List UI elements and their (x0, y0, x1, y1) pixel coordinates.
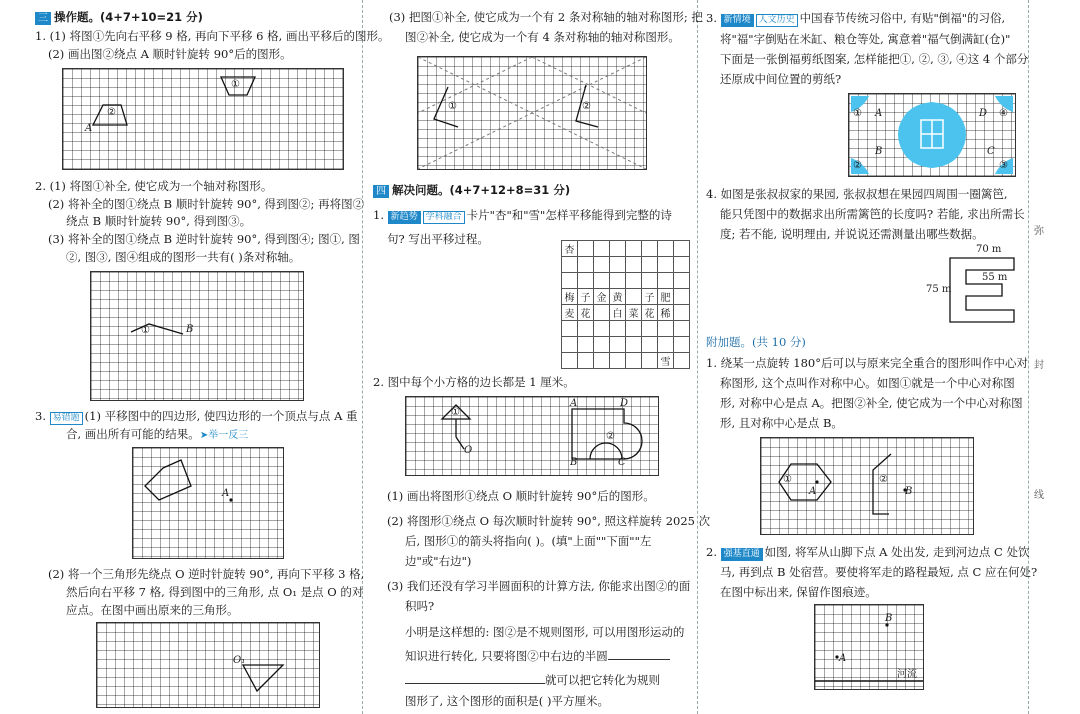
question-text: 2. 图中每个小方格的边长都是 1 厘米。 (373, 375, 575, 389)
column-divider (362, 0, 363, 714)
question-number: 1. (373, 208, 384, 222)
grid-cell (578, 241, 594, 257)
poem-grid (561, 240, 690, 369)
question-text: 应点。在图中画出原来的三角形。 (66, 603, 239, 617)
grid-cell: 雪 (658, 353, 674, 369)
question-text (706, 10, 1005, 27)
question-text: (3) 我们还没有学习半圆面积的计算方法, 你能求出图②的面 (387, 579, 691, 593)
question-text: 1. 绕某一点旋转 180°后可以与原来完全重合的图形叫作中心对 (706, 356, 1028, 370)
figure-drawing (97, 623, 319, 707)
tag-badge: 易错题 (50, 412, 83, 425)
table-row (562, 321, 690, 337)
question-text: 下面是一张倒福剪纸图案, 怎样能把①, ②, ③, ④这 4 个部分 (720, 52, 1029, 66)
question-text: 句? 写出平移过程。 (387, 232, 489, 246)
tag-badge: 学科融合 (423, 211, 465, 224)
question-number: 3. (706, 11, 717, 25)
binding-char: 封 (1034, 360, 1044, 371)
section-header (373, 182, 570, 198)
figure-drawing (91, 272, 303, 400)
question-text: 图形了, 这个图形的面积是( )平方厘米。 (405, 694, 609, 708)
extra-section-title: 附加题。(共 10 分) (706, 335, 806, 349)
question-text: 合, 画出所有可能的结果。 (66, 427, 200, 441)
grid-cell (626, 289, 642, 305)
river-label: 河流 (897, 669, 917, 680)
question-text: 中国春节传统习俗中, 有贴"倒福"的习俗, (799, 11, 1006, 25)
question-text: 形, 对称中心是点 A。把图②补全, 使它成为一个中心对称图 (720, 396, 1023, 410)
question-text: (2) 画出图②绕点 A 顺时针旋转 90°后的图形。 (48, 47, 292, 61)
label-point-a: A (809, 486, 817, 497)
section-title: 解决问题。(4+7+12+8=31 分) (392, 183, 571, 197)
grid-cell (658, 241, 674, 257)
question-text (66, 426, 248, 444)
label-point-o: O (464, 445, 473, 456)
answer-blank[interactable] (608, 659, 670, 660)
grid-cell: 杏 (562, 241, 578, 257)
question-text: 形, 且对称中心是点 B。 (720, 416, 843, 430)
question-text (405, 672, 660, 688)
binding-line (1028, 0, 1029, 714)
grid-cell (594, 241, 610, 257)
grid-cell (674, 241, 690, 257)
grid-cell: 菜 (626, 305, 642, 321)
question-text: 度; 若不能, 说明理由, 并说说还需测量出哪些数据。 (720, 227, 984, 241)
question-text: 在图中标出来, 保留作图痕迹。 (720, 585, 877, 599)
question-text: 绕点 B 顺时针旋转 90°, 得到图③。 (66, 214, 252, 228)
question-text: 2. (1) 将图①补全, 使它成为一个轴对称图形。 (35, 179, 273, 193)
column-2 (365, 0, 711, 714)
label-point-a: A (875, 108, 883, 119)
table-row (562, 257, 690, 273)
column-1 (0, 0, 390, 714)
question-text (373, 207, 672, 224)
label-part-1: ① (853, 108, 862, 119)
tag-badge: 人文历史 (756, 14, 798, 27)
grid-cell (594, 305, 610, 321)
question-text: (2) 将图形①绕点 O 每次顺时针旋转 90°, 照这样旋转 2025 次 (387, 514, 711, 528)
grid-extra-2 (814, 604, 924, 690)
dimension-label: 70 m (976, 244, 1002, 255)
question-number: 2. (706, 545, 717, 559)
figure-drawing (133, 448, 283, 558)
grid-cell: 子 (578, 289, 594, 305)
grid-cell: 梅 (562, 289, 578, 305)
label-part-3: ③ (999, 160, 1008, 171)
figure-drawing (63, 69, 343, 169)
question-text: 能只凭图中的数据求出所需篱笆的长度吗? 若能, 求出所需长 (720, 207, 1025, 221)
question-text: 知识进行转化, 只要将图②中右边的半圆 (405, 649, 608, 663)
label-point-b: B (905, 486, 913, 497)
paper-cut-figure (849, 94, 1015, 176)
label-point-b: B (875, 146, 883, 157)
label-point-a: A (839, 653, 847, 664)
label-figure-1: ① (231, 79, 240, 90)
question-text: 4. 如图是张叔叔家的果园, 张叔叔想在果园四周围一圈篱笆, (706, 187, 1008, 201)
table-row (562, 289, 690, 305)
grid-cell (626, 241, 642, 257)
column-3 (700, 0, 1038, 714)
grid-cell (610, 241, 626, 257)
grid-cell: 子 (642, 289, 658, 305)
table-row (562, 337, 690, 353)
label-figure-2: ② (107, 107, 116, 118)
question-text: 还原成中间位置的剪纸? (720, 72, 842, 86)
question-text: (3) 把图①补全, 使它成为一个有 2 条对称轴的轴对称图形; 把 (389, 10, 703, 24)
section-number: 三 (35, 12, 51, 25)
label-point-b: B (186, 324, 194, 335)
question-text: 马, 再到点 B 处宿营。要使将军走的路程最短, 点 C 应在何处? (720, 565, 1038, 579)
section-title: 操作题。(4+7+10=21 分) (54, 10, 203, 24)
question-text: (2) 将补全的图①绕点 B 顺时针旋转 90°, 得到图②; 再将图② (48, 197, 365, 211)
dimension-label: 75 m (926, 284, 952, 295)
label-figure-1: ① (783, 474, 792, 485)
grid-paper-cut (848, 93, 1016, 177)
grid-cell (674, 305, 690, 321)
question-text: 如图, 将军从山脚下点 A 处出发, 走到河边点 C 处饮 (764, 545, 1030, 559)
grid-cell: 金 (594, 289, 610, 305)
binding-char: 弥 (1034, 226, 1044, 237)
label-point-c: C (987, 146, 995, 157)
question-text: 图②补全, 使它成为一个有 4 条对称轴的轴对称图形。 (405, 30, 680, 44)
label-point-c: C (618, 457, 626, 468)
figure-drawing (418, 57, 646, 169)
question-text: (3) 将补全的图①绕点 B 逆时针旋转 90°, 得到图④; 图①, 图 (48, 232, 360, 246)
table-row (562, 353, 690, 369)
label-point-d: D (620, 398, 629, 409)
label-point-b: B (570, 457, 578, 468)
label-part-4: ④ (999, 108, 1008, 119)
table-row (562, 273, 690, 289)
grid-p2 (405, 396, 659, 476)
question-text: 1. (1) 将图①先向右平移 9 格, 再向下平移 6 格, 画出平移后的图形。 (35, 29, 390, 43)
question-text: 就可以把它转化为规则 (545, 673, 660, 687)
grid-q3b (96, 622, 320, 708)
table-row (562, 305, 690, 321)
question-text: (1) 平移图中的四边形, 使四边形的一个顶点与点 A 重 (84, 409, 358, 423)
label-point-a: A (85, 123, 93, 134)
question-text: 小明是这样想的: 图②是不规则图形, 可以用图形运动的 (405, 625, 685, 639)
binding-char: 线 (1034, 490, 1044, 501)
question-text: (2) 将一个三角形先绕点 O 逆时针旋转 90°, 再向下平移 3 格, (48, 567, 365, 581)
label-point-d: D (979, 108, 988, 119)
question-text: 后, 图形①的箭头将指向( )。(填"上面""下面""左 (405, 534, 652, 548)
grid-cell (642, 241, 658, 257)
label-point-a: A (570, 398, 578, 409)
grid-cell: 黄 (610, 289, 626, 305)
grid-q2 (90, 271, 304, 401)
label-figure-2: ② (582, 101, 591, 112)
label-figure-1: ① (141, 325, 150, 336)
question-text: (1) 画出将图形①绕点 O 顺时针旋转 90°后的图形。 (387, 489, 655, 503)
tag-badge: 强基直通 (721, 548, 763, 561)
label-part-2: ② (853, 160, 862, 171)
question-text: 积吗? (405, 599, 435, 613)
label-figure-2: ② (879, 474, 888, 485)
question-text: 将"福"字倒贴在米缸、粮仓等处, 寓意着"福气倒满缸(仓)" (720, 32, 1011, 46)
tag-badge: 新情境 (721, 14, 754, 27)
question-text (35, 408, 358, 425)
question-text: 卡片"杏"和"雪"怎样平移能得到完整的诗 (466, 208, 672, 222)
label-figure-1: ① (448, 101, 457, 112)
grid-q3a (132, 447, 284, 559)
grid-q3c (417, 56, 647, 170)
grid-cell: 白 (610, 305, 626, 321)
question-text (405, 648, 670, 664)
table-row (562, 241, 690, 257)
orchard-shape (948, 256, 1018, 326)
label-figure-1: ① (451, 407, 460, 418)
label-point-b: B (885, 613, 893, 624)
question-text: 称图形, 这个点叫作对称中心。如图①就是一个中心对称图 (720, 376, 1015, 390)
question-text: 边"或"右边") (405, 554, 472, 568)
label-figure-2: ② (606, 431, 615, 442)
question-text: ②, 图③, 图④组成的图形一共有( )条对称轴。 (66, 250, 301, 264)
question-text (706, 544, 1030, 561)
grid-cell: 稀 (658, 305, 674, 321)
tag-badge: 新趋势 (388, 211, 421, 224)
grid-cell: 麦 (562, 305, 578, 321)
label-point-o1: O₁ (233, 655, 246, 666)
column-divider (697, 0, 698, 714)
link-related[interactable]: ➤举一反三 (199, 430, 249, 441)
section-number: 四 (373, 185, 389, 198)
label-point-a: A (222, 488, 230, 499)
figure-drawing (761, 438, 973, 534)
answer-blank[interactable] (405, 683, 545, 684)
grid-cell: 花 (642, 305, 658, 321)
grid-cell: 花 (578, 305, 594, 321)
question-number: 3. (35, 409, 46, 423)
dimension-label: 55 m (982, 272, 1008, 283)
question-text: 然后向右平移 7 格, 得到图中的三角形, 点 O₁ 是点 O 的对 (66, 585, 364, 599)
grid-cell: 肥 (658, 289, 674, 305)
grid-extra-1 (760, 437, 974, 535)
grid-q1 (62, 68, 344, 170)
grid-cell (674, 289, 690, 305)
section-header (35, 9, 203, 25)
